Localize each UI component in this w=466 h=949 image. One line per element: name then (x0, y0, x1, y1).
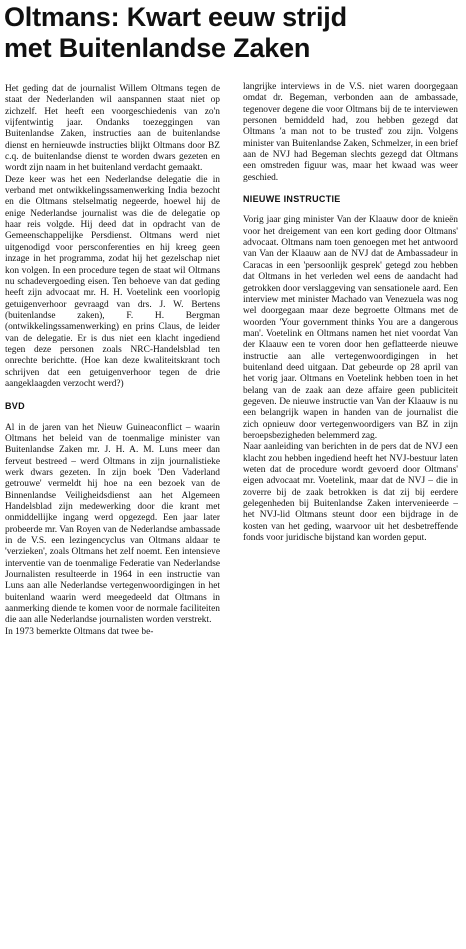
headline-line-2: met Buitenlandse Zaken (4, 33, 311, 63)
paragraph: langrijke interviews in de V.S. niet waren doorgegaan omdat dr. Begeman, verbonden aan de ambassade, tegenover degene die voor Oltmans bij de te interviewen personen bemiddeld had, zou hebben gezegd dat Oltmans 'a man not to be trusted' zou zijn. Volgens minister van Buitenlandse Zaken, Schmelzer, in een brief aan de NVJ had Begeman slechts gezegd dat Oltmans een omstreden figuur was, maar het kwaad was weer geschied. (243, 82, 458, 183)
paragraph: Naar aanleiding van berichten in de pers dat de NVJ een klacht zou hebben ingediend heeft het NVJ-bestuur laten weten dat de procedure wordt gevoerd door Oltmans' eigen advocaat mr. Voetelink, maar dat de NVJ – die in zoverre bij de zaak betrokken is dat zij bij eerdere gelegenheden bij Buitenlandse Zaken intervenieerde – het NVJ-lid Oltmans steunt door een bijdrage in de kosten van het geding, waarvoor uit het desbetreffende fonds voor juridische bijstand kan worden geput. (243, 442, 458, 544)
paragraph: Al in de jaren van het Nieuw Guineaconflict – waarin Oltmans het beleid van de toenmalige minister van Buitenlandse Zaken mr. J. H. A. M. Luns meer dan ferveut bestreed – werd Oltmans in zijn journalistieke werk dwars gezeten. In zijn boek 'Den Vaderland getrouwe' vermeldt hij hoe na een bezoek van de Binnenlandse Veiligheidsdienst aan het Algemeen Handelsblad zijn medewerking door die krant met onmiddellijke ingang werd opgezegd. Een jaar later probeerde mr. Van Royen van de Nederlandse ambassade in de V.S. een lezingencyclus van Oltmans aldaar te 'verzieken', zoals Oltmans het zelf noemt. Een intensieve interventie van de toenmalige Federatie van Nederlandse Journalisten resulteerde in 1964 in een instructie van Luns aan alle Nederlandse vertegenwoordigingen in het buitenland waarin werd meegedeeld dat Oltmans in aanmerking diende te komen voor de normale faciliteiten die aan alle Nederlandse journalisten worden verstrekt. (5, 422, 220, 626)
paragraph: Het geding dat de journalist Willem Oltmans tegen de staat der Nederlanden wil aanspannen staat niet op zichzelf. Het heeft een voorgeschiedenis van zo'n vijfentwintig jaar. Ondanks toezeggingen van Buitenlandse Zaken, instructies aan de buitenlandse dienst en hernieuwde instructies blijkt Oltmans door BZ c.q. de buitenlandse dienst te worden dwars gezeten en wordt zijn naam in het buitenland verdacht gemaakt. (5, 84, 220, 174)
headline-line-1: Oltmans: Kwart eeuw strijd (4, 2, 347, 32)
paragraph: Deze keer was het een Nederlandse delegatie die in verband met ontwikkelingssamenwerking India bezocht en die Oltmans stelselmatig negeerde, hoewel hij de enige Nederlandse journalist was die de delegatie op haar reis volgde. Hij deed dat in opdracht van de Gemeenschappelijke Persdienst. Oltmans werd niet uitgenodigd voor persconferenties en hij kreeg geen inzage in het programma, zodat hij het gezelschap niet kon volgen. In een procedure tegen de staat wil Oltmans nu schadevergoeding eisen. Ten behoeve van dat geding heeft zijn advocaat mr. H. H. Voetelink een voorlopig getuigenverhoor gevraagd van drs. J. W. Bertens (buitenlandse zaken), F. H. Bergman (ontwikkelingssamenwerking) en prins Claus, de leider van de delegatie. Er is dus niet een klacht ingediend tegen deze personen zoals NRC-Handelsblad ten onrechte berichtte. (Hoe kan deze kwaliteitskrant toch schrijven dat een getuigenverhoor tegen de drie aangeklaagden verzocht werd?) (5, 174, 220, 389)
headline (4, 2, 464, 64)
right-column (243, 82, 458, 544)
left-column (5, 84, 220, 638)
paragraph: In 1973 bemerkte Oltmans dat twee be- (5, 626, 154, 637)
subheading-nieuwe-instructie: NIEUWE INSTRUCTIE (243, 194, 341, 205)
subheading-bvd: BVD (5, 401, 25, 412)
paragraph: Vorig jaar ging minister Van der Klaauw door de knieën voor het dreigement van een kort geding door Oltmans' advocaat. Oltmans nam toen genoegen met het antwoord van Van der Klaauw aan de NVJ dat de Ambassadeur in Caracas in een 'persoonlijk gesprek' getegd zou hebben dat Oltmans in het verleden wel eens de aandacht had getrokken door verslaggeving van sensationele aard. Een interview met minister Machado van Venezuela was nog wel doorgegaan maar deze begroette Oltmans met de woorden 'Your government thinks You are a dangerous man'. Voetelink en Oltmans namen het niet voordat Van der Klaauw een te voren door hen geflatteerde nieuwe instructie aan alle vertegenwoordigingen in het buitenland deed uitgaan. Dat gebeurde op 28 april van het vorig jaar. Oltmans en Voetelink hebben toen in het belang van de zaak aan deze affaire geen publiciteit gegeven. De nieuwe instructie van Van der Klaauw is nu een belangrijk wapen in handen van de journalist die zich opnieuw door vertegenwoordigers van BZ in zijn beroepsbezigheden belemmerd zag. (243, 215, 458, 441)
